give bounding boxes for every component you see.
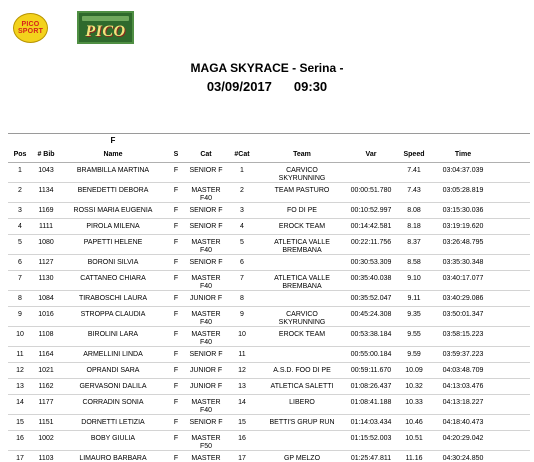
athlete-name-cell: ROSSI MARIA EUGENIA — [73, 207, 153, 214]
athlete-name-cell: ARMELLINI LINDA — [83, 351, 143, 358]
speed-cell: 9.10 — [407, 275, 421, 282]
category-position-cell: 4 — [240, 223, 244, 230]
sex-cell: F — [173, 367, 179, 374]
category-position-cell: 13 — [238, 383, 246, 390]
event-date: 03/09/2017 — [206, 79, 272, 94]
result-row — [8, 327, 530, 347]
sex-cell: F — [173, 295, 179, 302]
position-cell: 12 — [16, 367, 24, 374]
category-cell: MASTER F40 — [191, 187, 221, 202]
time-gap-cell: 01:25:47.811 — [350, 455, 392, 462]
category-position-cell: 6 — [240, 259, 244, 266]
speed-cell: 9.11 — [407, 295, 421, 302]
time-gap-cell: 00:00:51.780 — [350, 187, 392, 194]
team-cell: TEAM PASTURO — [274, 187, 330, 194]
pico-sport-logo — [13, 13, 48, 43]
category-position-cell: 16 — [238, 435, 246, 442]
finish-time-cell: 03:35:30.348 — [442, 259, 484, 266]
athlete-name-cell: BORONI SILVIA — [87, 259, 139, 266]
bib-cell: 1134 — [38, 187, 54, 194]
team-cell — [258, 431, 346, 435]
category-cell: SENIOR F — [189, 259, 223, 266]
speed-cell: 8.37 — [407, 239, 421, 246]
result-row — [8, 219, 530, 235]
athlete-name-cell: GERVASONI DALILA — [79, 383, 147, 390]
category-cell: MASTER F40 — [191, 399, 221, 414]
speed-cell: 7.43 — [407, 187, 421, 194]
bib-cell: 1162 — [38, 383, 54, 390]
header-speed: Speed — [403, 150, 425, 158]
result-row — [8, 255, 530, 271]
result-row — [8, 203, 530, 219]
category-cell: SENIOR F — [189, 167, 223, 174]
athlete-name-cell: DORNETTI LETIZIA — [81, 419, 145, 426]
athlete-name-cell: BOBY GIULIA — [90, 435, 136, 442]
pico-sport-logo-line2: SPORT — [17, 28, 44, 35]
category-position-cell: 1 — [240, 167, 244, 174]
sex-cell: F — [173, 207, 179, 214]
finish-time-cell: 03:04:37.039 — [442, 167, 484, 174]
category-cell: MASTER F40 — [191, 239, 221, 254]
athlete-name-cell: TIRABOSCHI LAURA — [78, 295, 148, 302]
bib-cell: 1164 — [38, 351, 54, 358]
category-position-cell: 8 — [240, 295, 244, 302]
speed-cell: 7.41 — [407, 167, 421, 174]
athlete-name-cell: STROPPA CLAUDIA — [80, 311, 146, 318]
position-cell: 7 — [18, 275, 22, 282]
team-cell — [258, 347, 346, 351]
position-cell: 8 — [18, 295, 22, 302]
speed-cell: 10.46 — [405, 419, 423, 426]
athlete-name-cell: CATTANEO CHIARA — [80, 275, 146, 282]
header-category: Cat — [200, 150, 212, 158]
category-position-cell: 7 — [240, 275, 244, 282]
athlete-name-cell: BIROLINI LARA — [87, 331, 139, 338]
header-team: Team — [293, 150, 311, 158]
category-cell: SENIOR F — [189, 351, 223, 358]
bib-cell: 1043 — [38, 167, 54, 174]
finish-time-cell: 04:03:48.709 — [442, 367, 484, 374]
category-cell: MASTER F40 — [191, 331, 221, 346]
sex-cell: F — [173, 383, 179, 390]
position-cell: 2 — [18, 187, 22, 194]
athlete-name-cell: OPRANDI SARA — [86, 367, 140, 374]
speed-cell: 10.32 — [405, 383, 423, 390]
time-gap-cell: 01:08:26.437 — [350, 383, 392, 390]
result-row — [8, 363, 530, 379]
time-gap-cell: 01:08:41.188 — [350, 399, 392, 406]
category-cell: SENIOR F — [189, 223, 223, 230]
pico-logo-band — [82, 16, 129, 21]
bib-cell: 1021 — [38, 367, 54, 374]
sex-cell: F — [173, 331, 179, 338]
team-cell — [258, 291, 346, 295]
athlete-name-cell: BRAMBILLA MARTINA — [76, 167, 150, 174]
finish-time-cell: 03:05:28.819 — [442, 187, 484, 194]
category-position-cell: 11 — [238, 351, 246, 358]
sex-cell: F — [173, 187, 179, 194]
position-cell: 13 — [16, 383, 24, 390]
category-position-cell: 12 — [238, 367, 246, 374]
finish-time-cell: 03:59:37.223 — [442, 351, 484, 358]
athlete-name-cell: PIROLA MILENA — [86, 223, 140, 230]
result-row — [8, 271, 530, 291]
athlete-name-cell: PAPETTI HELENE — [83, 239, 143, 246]
bib-cell: 1151 — [38, 419, 54, 426]
category-position-cell: 5 — [240, 239, 244, 246]
team-cell: EROCK TEAM — [278, 223, 326, 230]
team-cell: BETTI'S GRUP RUN — [269, 419, 335, 426]
team-cell: FO DI PE — [287, 207, 317, 214]
position-cell: 10 — [16, 331, 24, 338]
category-cell: JUNIOR F — [189, 367, 223, 374]
speed-cell: 9.59 — [407, 351, 421, 358]
finish-time-cell: 04:20:29.042 — [442, 435, 484, 442]
position-cell: 17 — [16, 455, 24, 462]
speed-cell: 11.16 — [405, 455, 423, 462]
speed-cell: 9.35 — [407, 311, 421, 318]
bib-cell: 1084 — [38, 295, 54, 302]
table-column-headers — [8, 147, 530, 163]
bib-cell: 1002 — [38, 435, 54, 442]
time-gap-cell: 00:10:52.997 — [350, 207, 392, 214]
result-row — [8, 163, 530, 183]
result-row — [8, 415, 530, 431]
finish-time-cell: 04:13:18.227 — [442, 399, 484, 406]
bib-cell: 1169 — [38, 207, 54, 214]
finish-time-cell: 03:58:15.223 — [442, 331, 484, 338]
sex-cell: F — [173, 167, 179, 174]
finish-time-cell: 04:30:24.850 — [442, 455, 484, 462]
result-row — [8, 451, 530, 462]
time-gap-cell: 00:59:11.670 — [350, 367, 392, 374]
bib-cell: 1108 — [38, 331, 54, 338]
sex-cell: F — [173, 419, 179, 426]
position-cell: 3 — [18, 207, 22, 214]
sex-cell: F — [173, 351, 179, 358]
position-cell: 4 — [18, 223, 22, 230]
category-position-cell: 17 — [238, 455, 246, 462]
finish-time-cell: 04:18:40.473 — [442, 419, 484, 426]
time-gap-cell: 00:55:00.184 — [350, 351, 392, 358]
position-cell: 6 — [18, 259, 22, 266]
speed-cell: 10.09 — [405, 367, 423, 374]
finish-time-cell: 03:40:17.077 — [442, 275, 484, 282]
group-label-female: F — [110, 136, 116, 145]
header-name: Name — [103, 150, 123, 158]
event-date-time — [0, 79, 534, 95]
team-cell — [258, 255, 346, 259]
speed-cell: 9.55 — [407, 331, 421, 338]
category-cell: SENIOR F — [189, 419, 223, 426]
athlete-name-cell: LIMAURO BARBARA — [79, 455, 147, 462]
time-gap-cell — [346, 163, 396, 167]
pico-sport-logo-line1: PICO — [21, 20, 40, 28]
position-cell: 15 — [16, 419, 24, 426]
category-position-cell: 14 — [238, 399, 246, 406]
position-cell: 16 — [16, 435, 24, 442]
time-gap-cell: 00:53:38.184 — [350, 331, 392, 338]
team-cell: CARVICO SKYRUNNING — [278, 311, 326, 326]
result-row — [8, 347, 530, 363]
time-gap-cell: 01:15:52.003 — [350, 435, 392, 442]
category-cell: MASTER F40 — [191, 311, 221, 326]
category-position-cell: 9 — [240, 311, 244, 318]
header-time: Time — [454, 150, 472, 158]
category-position-cell: 15 — [238, 419, 246, 426]
athlete-name-cell: BENEDETTI DEBORA — [77, 187, 149, 194]
time-gap-cell: 00:45:24.308 — [350, 311, 392, 318]
finish-time-cell: 04:13:03.476 — [442, 383, 484, 390]
result-row — [8, 235, 530, 255]
team-cell: LIBERO — [289, 399, 315, 406]
team-cell: ATLETICA VALLE BREMBANA — [274, 275, 330, 290]
speed-cell: 8.08 — [407, 207, 421, 214]
category-position-cell: 2 — [240, 187, 244, 194]
bib-cell: 1103 — [38, 455, 54, 462]
sex-cell: F — [173, 435, 179, 442]
position-cell: 1 — [18, 167, 22, 174]
table-body — [8, 163, 530, 462]
bib-cell: 1016 — [38, 311, 54, 318]
header-category-position: #Cat — [234, 150, 250, 158]
time-gap-cell: 00:14:42.581 — [350, 223, 392, 230]
sex-cell: F — [173, 259, 179, 266]
results-table — [8, 133, 530, 462]
time-gap-cell: 00:30:53.309 — [350, 259, 392, 266]
sex-cell: F — [173, 239, 179, 246]
header-sex: S — [173, 150, 179, 158]
athlete-name-cell: CORRADIN SONIA — [82, 399, 144, 406]
result-row — [8, 307, 530, 327]
finish-time-cell: 03:19:19.620 — [442, 223, 484, 230]
category-cell: MASTER — [191, 455, 221, 462]
sex-cell: F — [173, 455, 179, 462]
category-position-cell: 3 — [240, 207, 244, 214]
event-title: MAGA SKYRACE - Serina - — [190, 61, 344, 75]
finish-time-cell: 03:40:29.086 — [442, 295, 484, 302]
event-start-time: 09:30 — [293, 79, 328, 94]
category-cell: SENIOR F — [189, 207, 223, 214]
bib-cell: 1177 — [38, 399, 54, 406]
category-cell: JUNIOR F — [189, 383, 223, 390]
finish-time-cell: 03:26:48.795 — [442, 239, 484, 246]
bib-cell: 1111 — [38, 223, 53, 230]
header-time-gap: Var — [365, 150, 377, 158]
team-cell: A.S.D. FOO DI PE — [273, 367, 331, 374]
time-gap-cell: 00:22:11.756 — [350, 239, 392, 246]
finish-time-cell: 03:15:30.036 — [442, 207, 484, 214]
time-gap-cell: 00:35:52.047 — [350, 295, 392, 302]
category-cell: MASTER F50 — [191, 435, 221, 450]
table-group-header — [8, 133, 530, 147]
pico-logo — [77, 11, 134, 44]
position-cell: 14 — [16, 399, 24, 406]
header-bib: # Bib — [37, 150, 55, 158]
bib-cell: 1130 — [38, 275, 54, 282]
sex-cell: F — [173, 223, 179, 230]
sex-cell: F — [173, 311, 179, 318]
team-cell: EROCK TEAM — [278, 331, 326, 338]
finish-time-cell: 03:50:01.347 — [442, 311, 484, 318]
category-cell: MASTER F40 — [191, 275, 221, 290]
bib-cell: 1127 — [38, 259, 54, 266]
position-cell: 11 — [16, 351, 24, 358]
time-gap-cell: 00:35:40.038 — [350, 275, 392, 282]
header-pos: Pos — [13, 150, 27, 158]
bib-cell: 1080 — [38, 239, 54, 246]
position-cell: 5 — [18, 239, 22, 246]
speed-cell: 10.33 — [405, 399, 423, 406]
team-cell: CARVICO SKYRUNNING — [278, 167, 326, 182]
speed-cell: 8.58 — [407, 259, 421, 266]
team-cell: ATLETICA VALLE BREMBANA — [274, 239, 330, 254]
result-row — [8, 431, 530, 451]
speed-cell: 10.51 — [405, 435, 423, 442]
result-row — [8, 291, 530, 307]
category-cell: JUNIOR F — [189, 295, 223, 302]
speed-cell: 8.18 — [407, 223, 421, 230]
category-position-cell: 10 — [238, 331, 246, 338]
time-gap-cell: 01:14:03.434 — [350, 419, 392, 426]
result-row — [8, 395, 530, 415]
sex-cell: F — [173, 399, 179, 406]
team-cell: ATLETICA SALETTI — [270, 383, 334, 390]
team-cell: GP MELZO — [283, 455, 321, 462]
sex-cell: F — [173, 275, 179, 282]
pico-logo-word: PICO — [85, 23, 126, 40]
result-row — [8, 183, 530, 203]
result-row — [8, 379, 530, 395]
position-cell: 9 — [18, 311, 22, 318]
